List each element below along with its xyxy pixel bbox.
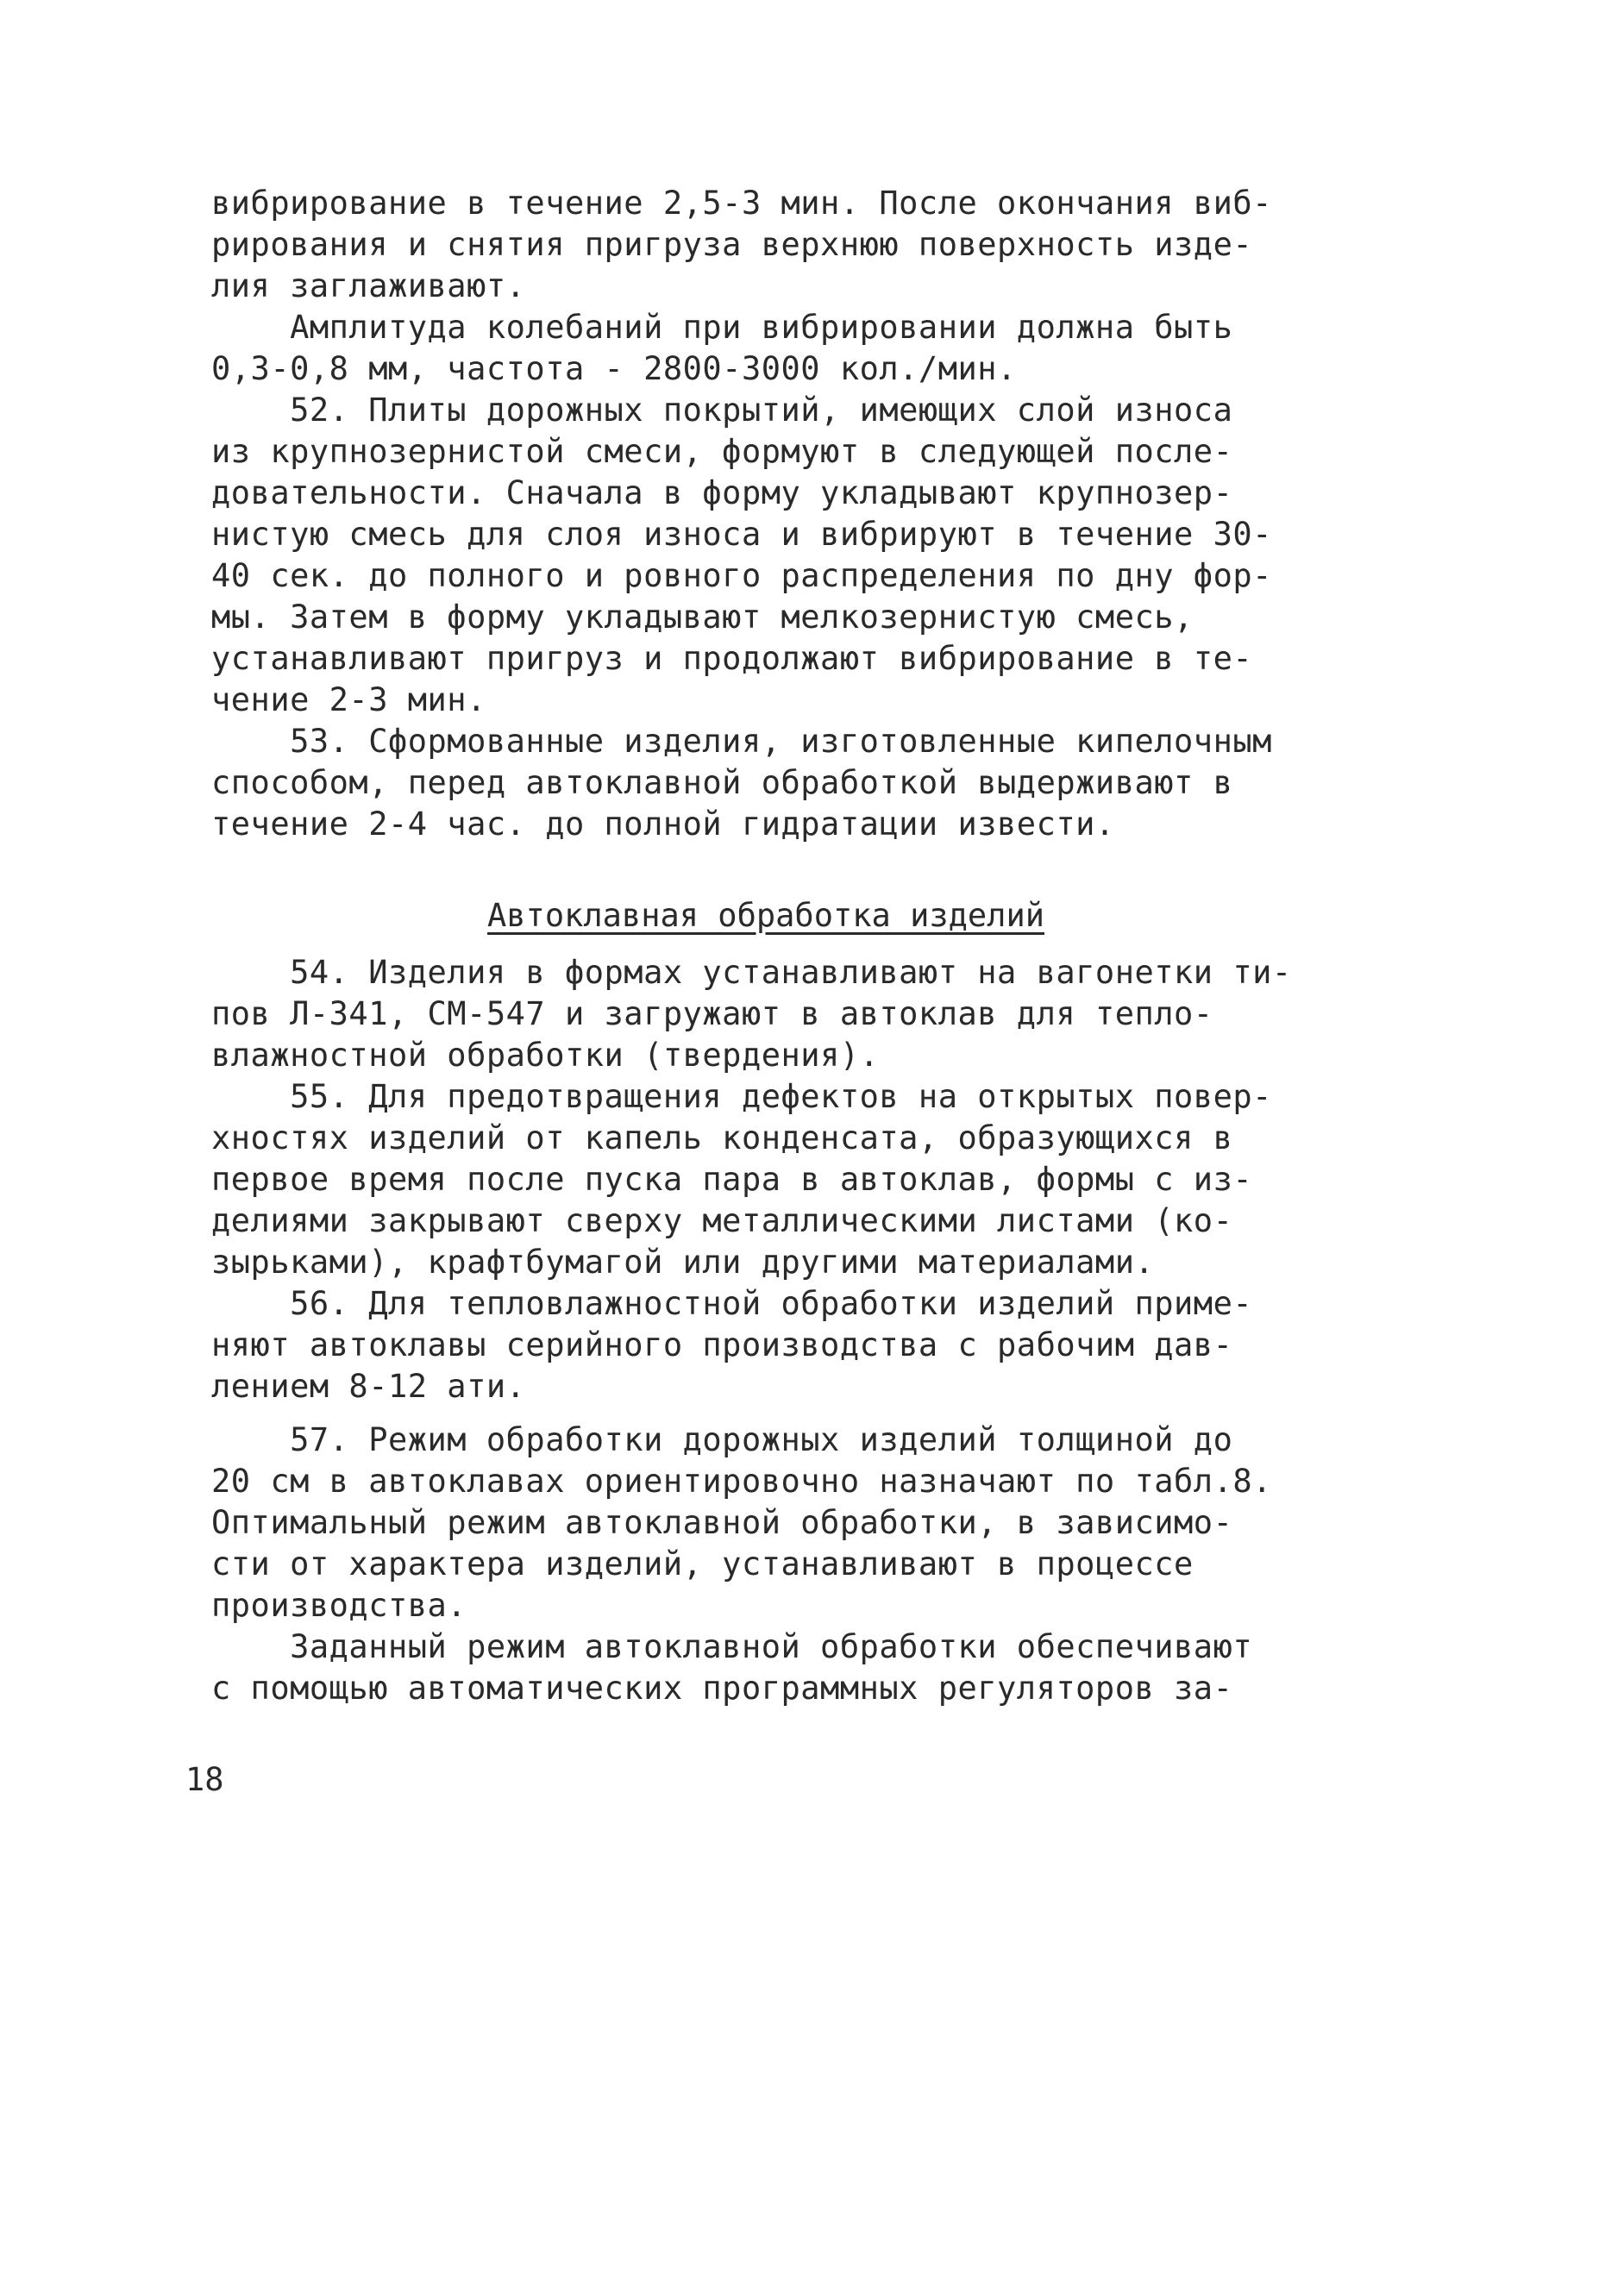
text-line: 56. Для тепловлажностной обработки изделий приме- xyxy=(211,1285,1253,1322)
text-line: с помощью автоматических программных регуляторов за- xyxy=(211,1670,1233,1707)
text-line: 0,3-0,8 мм, частота - 2800-3000 кол./мин. xyxy=(211,350,1017,387)
text-line: 53. Сформованные изделия, изготовленные кипелочным xyxy=(211,723,1272,760)
text-line: пов Л-341, СМ-547 и загружают в автоклав для тепло- xyxy=(211,995,1213,1032)
text-line: производства. xyxy=(211,1587,467,1624)
text-line: лия заглаживают. xyxy=(211,267,526,304)
text-line: из крупнозернистой смеси, формуют в следующей после- xyxy=(211,433,1233,470)
text-line: влажностной обработки (твердения). xyxy=(211,1037,880,1074)
text-line: 20 см в автоклавах ориентировочно назначают по табл.8. xyxy=(211,1463,1272,1500)
text-line: няют автоклавы серийного производства с рабочим дав- xyxy=(211,1326,1233,1363)
text-line: зырьками), крафтбумагой или другими материалами. xyxy=(211,1244,1155,1281)
text-line: довательности. Сначала в форму укладывают крупнозер- xyxy=(211,474,1233,511)
text-line: 52. Плиты дорожных покрытий, имеющих слой износа xyxy=(211,392,1233,429)
text-line: Оптимальный режим автоклавной обработки, в зависимо- xyxy=(211,1504,1233,1541)
text-line: чение 2-3 мин. xyxy=(211,681,486,718)
text-line: 54. Изделия в формах устанавливают на вагонетки ти- xyxy=(211,954,1292,991)
text-line: течение 2-4 час. до полной гидратации извести. xyxy=(211,805,1115,843)
page-number: 18 xyxy=(185,1761,224,1798)
text-line: 57. Режим обработки дорожных изделий толщиной до xyxy=(211,1421,1233,1458)
text-line: мы. Затем в форму укладывают мелкозернистую смесь, xyxy=(211,599,1194,636)
text-line: 55. Для предотвращения дефектов на открытых повер- xyxy=(211,1078,1272,1115)
text-line: лением 8-12 ати. xyxy=(211,1368,526,1405)
text-line: сти от характера изделий, устанавливают в процессе xyxy=(211,1545,1194,1583)
text-line: вибрирование в течение 2,5-3 мин. После окончания виб- xyxy=(211,185,1272,222)
text-line: устанавливают пригруз и продолжают вибрирование в те- xyxy=(211,640,1253,677)
text-line: способом, перед автоклавной обработкой выдерживают в xyxy=(211,764,1233,801)
text-line: Амплитуда колебаний при вибрировании должна быть xyxy=(211,309,1233,346)
text-line: делиями закрывают сверху металлическими листами (ко- xyxy=(211,1202,1233,1239)
text-line: 40 сек. до полного и ровного распределения по дну фор- xyxy=(211,557,1272,594)
text-line: первое время после пуска пара в автоклав, формы с из- xyxy=(211,1161,1253,1198)
section-heading: Автоклавная обработка изделий xyxy=(487,897,1045,934)
text-line: нистую смесь для слоя износа и вибрируют в течение 30- xyxy=(211,516,1272,553)
text-line: Заданный режим автоклавной обработки обеспечивают xyxy=(211,1628,1253,1665)
text-line: хностях изделий от капель конденсата, образующихся в xyxy=(211,1119,1233,1156)
text-line: рирования и снятия пригруза верхнюю поверхность изде- xyxy=(211,226,1253,263)
